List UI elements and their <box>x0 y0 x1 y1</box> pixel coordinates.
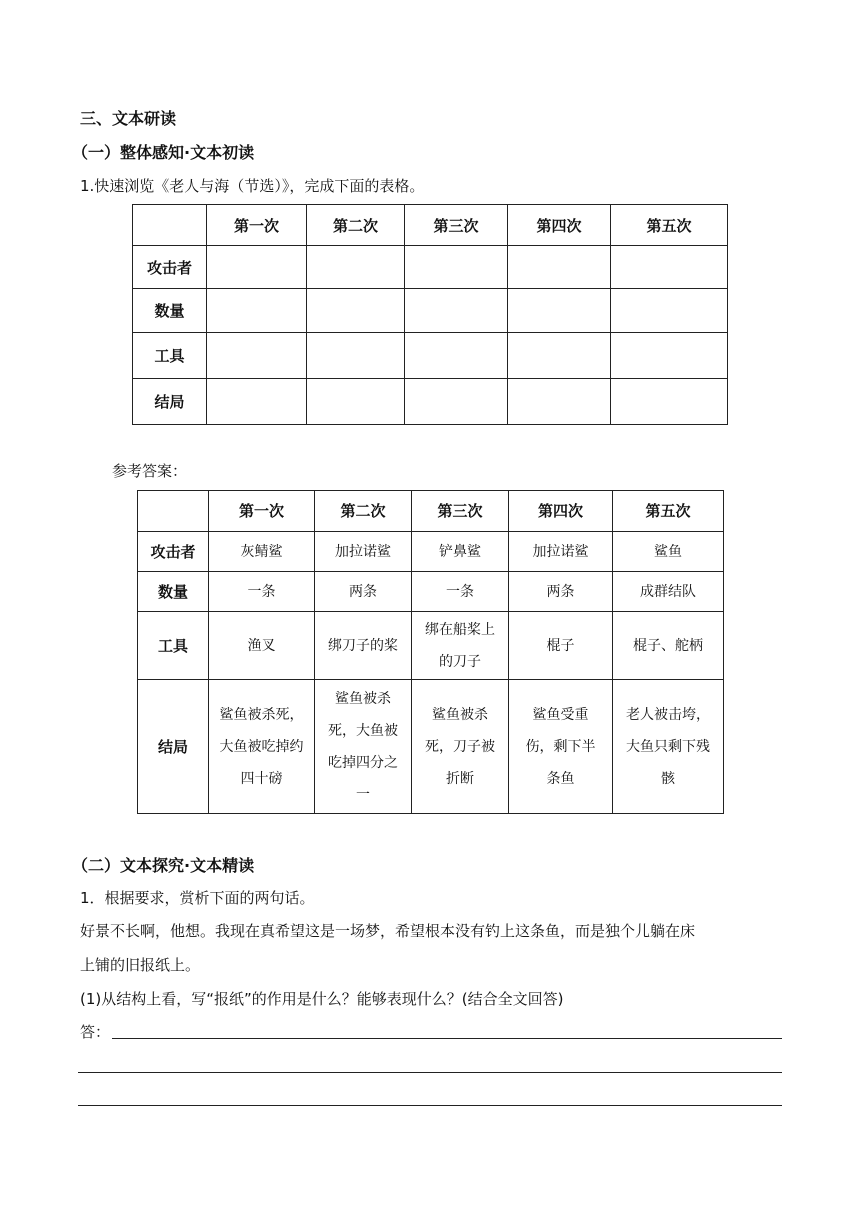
answer-cell: 鲨鱼 <box>613 532 724 572</box>
answer-header-corner <box>138 491 209 532</box>
blank-row-outcome <box>133 379 728 425</box>
answer-cell: 鲨鱼被杀死，刀子被折断 <box>412 680 509 814</box>
answer-cell: 绑在船桨上的刀子 <box>412 612 509 680</box>
answer-line-1[interactable] <box>112 1038 782 1039</box>
answer-cell: 鲨鱼被杀死，大鱼被吃掉四分之一 <box>315 680 412 814</box>
passage-line-2: 上铺的旧报纸上。 <box>80 956 201 974</box>
blank-row-attacker <box>133 246 728 289</box>
answer-header-5: 第五次 <box>613 491 724 532</box>
blank-row-label: 结局 <box>133 379 207 425</box>
blank-cell[interactable] <box>405 289 508 333</box>
answer-row-label: 工具 <box>138 612 209 680</box>
answer-line-3[interactable] <box>78 1105 782 1106</box>
answer-cell: 老人被击垮，大鱼只剩下残骸 <box>613 680 724 814</box>
answer-cell: 两条 <box>315 572 412 612</box>
blank-row-label: 攻击者 <box>133 246 207 289</box>
answer-cell: 棍子、舵柄 <box>613 612 724 680</box>
answer-cell: 成群结队 <box>613 572 724 612</box>
blank-cell[interactable] <box>405 379 508 425</box>
blank-cell[interactable] <box>611 246 728 289</box>
blank-cell[interactable] <box>508 246 611 289</box>
part1-heading: （一）整体感知·文本初读 <box>72 143 255 162</box>
blank-cell[interactable] <box>307 379 405 425</box>
blank-cell[interactable] <box>307 289 405 333</box>
blank-cell[interactable] <box>508 379 611 425</box>
blank-cell[interactable] <box>611 289 728 333</box>
answer-line-2[interactable] <box>78 1072 782 1073</box>
answer-cell: 绑刀子的桨 <box>315 612 412 680</box>
answer-header-4: 第四次 <box>509 491 613 532</box>
blank-cell[interactable] <box>307 333 405 379</box>
blank-cell[interactable] <box>207 333 307 379</box>
answer-cell: 加拉诺鲨 <box>315 532 412 572</box>
blank-cell[interactable] <box>508 333 611 379</box>
answer-cell: 鲨鱼受重伤，剩下半条鱼 <box>509 680 613 814</box>
answer-table <box>137 490 724 814</box>
blank-header-2: 第二次 <box>307 205 405 246</box>
blank-cell[interactable] <box>207 289 307 333</box>
answer-cell: 铲鼻鲨 <box>412 532 509 572</box>
answer-row-attacker <box>138 532 724 572</box>
blank-cell[interactable] <box>307 246 405 289</box>
blank-cell[interactable] <box>611 333 728 379</box>
blank-row-label: 数量 <box>133 289 207 333</box>
answer-cell: 一条 <box>412 572 509 612</box>
answer-header-1: 第一次 <box>209 491 315 532</box>
answer-row-outcome <box>138 680 724 814</box>
answer-row-tool <box>138 612 724 680</box>
answer-cell: 渔叉 <box>209 612 315 680</box>
blank-header-1: 第一次 <box>207 205 307 246</box>
blank-cell[interactable] <box>207 379 307 425</box>
answer-cell: 鲨鱼被杀死，大鱼被吃掉约四十磅 <box>209 680 315 814</box>
blank-header-3: 第三次 <box>405 205 508 246</box>
passage-line-1: 好景不长啊，他想。我现在真希望这是一场梦，希望根本没有钓上这条鱼，而是独个儿躺在床 <box>80 922 696 940</box>
blank-header-corner <box>133 205 207 246</box>
answer-header-3: 第三次 <box>412 491 509 532</box>
part2-heading: （二）文本探究·文本精读 <box>72 856 255 875</box>
answer-row-count <box>138 572 724 612</box>
blank-row-label: 工具 <box>133 333 207 379</box>
blank-header-5: 第五次 <box>611 205 728 246</box>
answer-cell: 加拉诺鲨 <box>509 532 613 572</box>
blank-cell[interactable] <box>405 246 508 289</box>
answer-cell: 两条 <box>509 572 613 612</box>
blank-header-4: 第四次 <box>508 205 611 246</box>
blank-table <box>132 204 728 425</box>
answer-prefix: 答： <box>80 1023 111 1041</box>
blank-cell[interactable] <box>611 379 728 425</box>
sub-question: (1)从结构上看，写“报纸”的作用是什么？能够表现什么？(结合全文回答) <box>80 990 564 1008</box>
blank-cell[interactable] <box>405 333 508 379</box>
answer-cell: 棍子 <box>509 612 613 680</box>
answer-label: 参考答案： <box>112 462 188 480</box>
answer-row-label: 结局 <box>138 680 209 814</box>
answer-cell: 灰鲭鲨 <box>209 532 315 572</box>
part2-question: 1．根据要求，赏析下面的两句话。 <box>80 889 315 907</box>
answer-header-2: 第二次 <box>315 491 412 532</box>
blank-row-tool <box>133 333 728 379</box>
section-title: 三、文本研读 <box>80 109 177 128</box>
blank-cell[interactable] <box>207 246 307 289</box>
answer-row-label: 攻击者 <box>138 532 209 572</box>
blank-row-count <box>133 289 728 333</box>
part1-question: 1.快速浏览《老人与海（节选）》，完成下面的表格。 <box>80 177 425 195</box>
answer-row-label: 数量 <box>138 572 209 612</box>
answer-cell: 一条 <box>209 572 315 612</box>
blank-cell[interactable] <box>508 289 611 333</box>
